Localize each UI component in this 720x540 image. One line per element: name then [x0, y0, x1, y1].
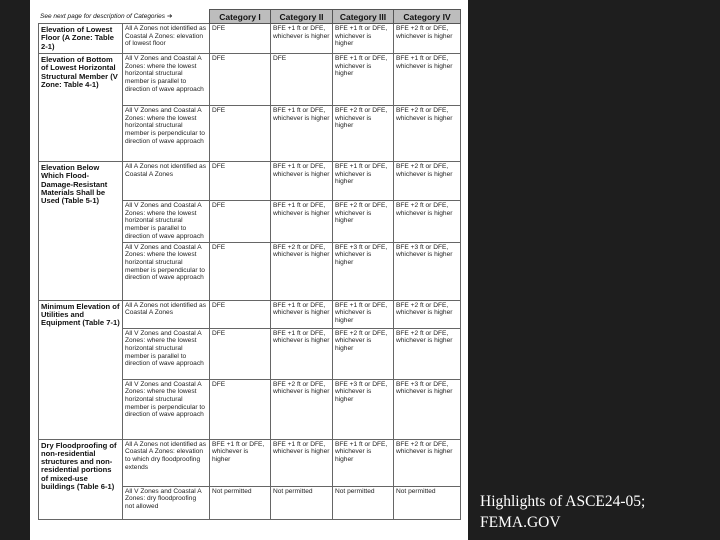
requirement-label: Minimum Elevation of Utilities and Equipment (Table 7-1) [39, 300, 123, 439]
category-1-cell: DFE [210, 162, 271, 201]
category-2-cell: BFE +2 ft or DFE, whichever is higher [271, 379, 333, 439]
category-1-cell: DFE [210, 201, 271, 243]
category-2-cell: BFE +1 ft or DFE, whichever is higher [271, 300, 333, 328]
arrow-right-icon: ➔ [167, 13, 173, 20]
table-row [39, 300, 461, 328]
table-row [39, 24, 461, 54]
category-2-cell: DFE [271, 54, 333, 106]
category-1-cell: Not permitted [210, 486, 271, 519]
category-1-cell: BFE +1 ft or DFE, whichever is higher [210, 439, 271, 486]
category-2-cell: BFE +1 ft or DFE, whichever is higher [271, 162, 333, 201]
category-4-cell: BFE +1 ft or DFE, whichever is higher [394, 54, 461, 106]
zone-description-cell: All V Zones and Coastal A Zones: where the lowest horizontal structural member is parallel to direction of wave approach [123, 201, 210, 243]
category-3-cell: BFE +1 ft or DFE, whichever is higher [333, 24, 394, 54]
category-4-cell: BFE +3 ft or DFE, whichever is higher [394, 242, 461, 300]
category-1-cell: DFE [210, 24, 271, 54]
category-3-cell: BFE +3 ft or DFE, whichever is higher [333, 379, 394, 439]
category-4-cell: BFE +2 ft or DFE, whichever is higher [394, 300, 461, 328]
table-row [39, 162, 461, 201]
requirement-label: Dry Floodproofing of non-residential structures and non-residential portions of mixed-use buildings (Table 6-1) [39, 439, 123, 519]
note-text: See next page for description of Categories [40, 13, 166, 20]
category-2-cell: BFE +1 ft or DFE, whichever is higher [271, 106, 333, 162]
table-row [39, 54, 461, 106]
category-1-cell: DFE [210, 106, 271, 162]
header-category-3: Category III [333, 10, 394, 24]
category-4-cell: BFE +2 ft or DFE, whichever is higher [394, 328, 461, 379]
category-3-cell: BFE +1 ft or DFE, whichever is higher [333, 439, 394, 486]
category-2-cell: BFE +2 ft or DFE, whichever is higher [271, 242, 333, 300]
category-1-cell: DFE [210, 328, 271, 379]
category-2-cell: BFE +1 ft or DFE, whichever is higher [271, 439, 333, 486]
category-1-cell: DFE [210, 300, 271, 328]
zone-description-cell: All V Zones and Coastal A Zones: dry floodproofing not allowed [123, 486, 210, 519]
category-3-cell: BFE +1 ft or DFE, whichever is higher [333, 54, 394, 106]
scanned-document [30, 0, 468, 540]
category-3-cell: BFE +1 ft or DFE, whichever is higher [333, 300, 394, 328]
category-3-cell: BFE +2 ft or DFE, whichever is higher [333, 201, 394, 243]
category-2-cell: Not permitted [271, 486, 333, 519]
category-4-cell: BFE +2 ft or DFE, whichever is higher [394, 162, 461, 201]
slide-caption [480, 491, 645, 533]
zone-description-cell: All A Zones not identified as Coastal A Zones [123, 300, 210, 328]
table-row [39, 439, 461, 486]
categories-note [40, 12, 172, 20]
zone-description-cell: All V Zones and Coastal A Zones: where the lowest horizontal structural member is parallel to direction of wave approach [123, 54, 210, 106]
category-3-cell: Not permitted [333, 486, 394, 519]
category-4-cell: BFE +3 ft or DFE, whichever is higher [394, 379, 461, 439]
zone-description-cell: All A Zones not identified as Coastal A Zones [123, 162, 210, 201]
caption-line-2: FEMA.GOV [480, 514, 561, 531]
zone-description-cell: All A Zones not identified as Coastal A Zones: elevation to which dry floodproofing extends [123, 439, 210, 486]
category-1-cell: DFE [210, 242, 271, 300]
category-4-cell: BFE +2 ft or DFE, whichever is higher [394, 106, 461, 162]
category-4-cell: BFE +2 ft or DFE, whichever is higher [394, 439, 461, 486]
category-2-cell: BFE +1 ft or DFE, whichever is higher [271, 24, 333, 54]
zone-description-cell: All V Zones and Coastal A Zones: where the lowest horizontal structural member is parallel to direction of wave approach [123, 328, 210, 379]
caption-line-1: Highlights of ASCE24-05; [480, 493, 646, 510]
requirement-label: Elevation of Lowest Floor (A Zone: Table 2-1) [39, 24, 123, 54]
zone-description-cell: All V Zones and Coastal A Zones: where the lowest horizontal structural member is perpendicular to direction of wave approach [123, 242, 210, 300]
header-category-4: Category IV [394, 10, 461, 24]
category-3-cell: BFE +3 ft or DFE, whichever is higher [333, 242, 394, 300]
category-3-cell: BFE +1 ft or DFE, whichever is higher [333, 162, 394, 201]
requirement-label: Elevation of Bottom of Lowest Horizontal Structural Member (V Zone: Table 4-1) [39, 54, 123, 162]
flood-requirements-table [38, 9, 461, 520]
requirement-label: Elevation Below Which Flood-Damage-Resistant Materials Shall be Used (Table 5-1) [39, 162, 123, 301]
category-4-cell: Not permitted [394, 486, 461, 519]
zone-description-cell: All A Zones not identified as Coastal A Zones: elevation of lowest floor [123, 24, 210, 54]
category-4-cell: BFE +2 ft or DFE, whichever is higher [394, 24, 461, 54]
category-3-cell: BFE +2 ft or DFE, whichever is higher [333, 328, 394, 379]
zone-description-cell: All V Zones and Coastal A Zones: where the lowest horizontal structural member is perpendicular to direction of wave approach [123, 379, 210, 439]
header-category-1: Category I [210, 10, 271, 24]
category-2-cell: BFE +1 ft or DFE, whichever is higher [271, 328, 333, 379]
category-1-cell: DFE [210, 54, 271, 106]
category-4-cell: BFE +2 ft or DFE, whichever is higher [394, 201, 461, 243]
category-1-cell: DFE [210, 379, 271, 439]
header-category-2: Category II [271, 10, 333, 24]
category-3-cell: BFE +2 ft or DFE, whichever is higher [333, 106, 394, 162]
zone-description-cell: All V Zones and Coastal A Zones: where the lowest horizontal structural member is perpendicular to direction of wave approach [123, 106, 210, 162]
category-2-cell: BFE +1 ft or DFE, whichever is higher [271, 201, 333, 243]
